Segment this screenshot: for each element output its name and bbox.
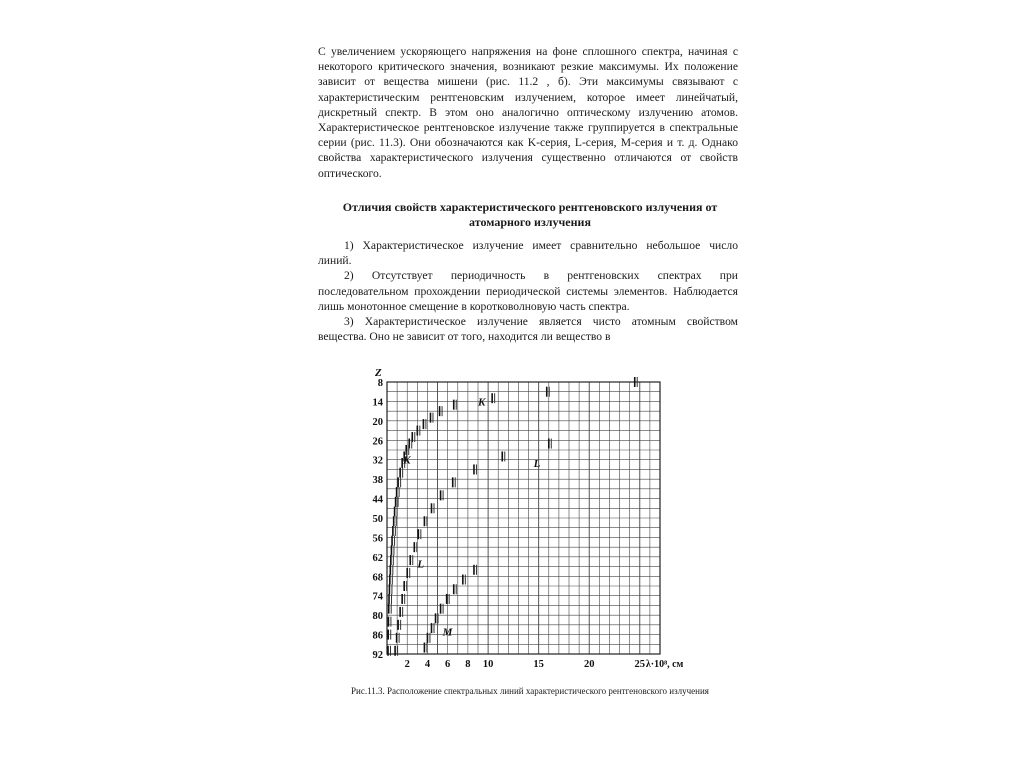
x-tick-label: 15 [533, 659, 544, 670]
section-title-line1: Отличия свойств характеристического рентгеновского излучения от [342, 200, 718, 214]
list-item-1: 1) Характеристическое излучение имеет сравнительно небольшое число линий. [318, 239, 738, 268]
y-tick-label: 56 [372, 533, 383, 545]
series-label: K [478, 396, 486, 409]
x-tick-label: 20 [583, 659, 595, 670]
series-label: M [442, 626, 453, 639]
y-tick-label: 44 [372, 494, 383, 506]
list-item-3: 3) Характеристическое излучение является чисто атомным свойством вещества. Оно не зависит от того, находится ли вещество в [318, 315, 738, 344]
y-tick-label: 86 [372, 630, 383, 642]
intro-paragraph [318, 44, 738, 181]
chart-series [388, 377, 637, 656]
x-axis-label: λ·10⁸, см [645, 659, 684, 670]
x-tick-label: 2 [404, 659, 410, 670]
y-tick-label: 20 [372, 416, 383, 428]
y-tick-label: 68 [372, 572, 383, 584]
y-tick-label: 8 [377, 378, 383, 389]
x-tick-label: 4 [424, 659, 431, 670]
y-tick-label: 92 [372, 650, 383, 661]
y-axis-label: Z [375, 367, 382, 379]
y-tick-label: 14 [372, 397, 383, 409]
figure-caption: Рис.11.3. Расположение спектральных линий характеристического рентгеновского излучения [351, 686, 709, 696]
section-title-line2: атомарного излучения [469, 215, 591, 229]
series-label: L [533, 457, 541, 470]
x-tick-label: 6 [445, 659, 451, 670]
y-tick-label: 26 [372, 436, 383, 448]
y-tick-label: 50 [372, 514, 383, 525]
x-tick-label: 8 [465, 659, 471, 670]
series-label: L [417, 558, 425, 571]
chart-grid [387, 382, 660, 654]
section-heading [310, 200, 750, 230]
x-tick-label: 10 [482, 659, 494, 670]
y-tick-label: 38 [372, 475, 383, 487]
spectral-lines-chart [355, 362, 685, 677]
series-label: K [403, 454, 411, 467]
chart-axes [373, 367, 684, 670]
y-tick-label: 80 [372, 611, 383, 623]
y-tick-label: 62 [372, 552, 383, 564]
differences-list [318, 238, 738, 344]
y-tick-label: 74 [372, 591, 383, 603]
intro-text: С увеличением ускоряющего напряжения на фоне сплошного спектра, начиная с некоторого критического значения, возникают резкие максимумы. Их положение зависит от вещества мишени (рис. 11.2 , б). Эти максимумы связывают с характеристическим рентгеновским излучением, которое имеет линейчатый, дискретный спектр. В этом оно аналогично оптическому излучению атомов. Характеристическое рентгеновское излучение также группируется в спектральные серии (рис. 11.3). Они обозначаются как K-серия, L-серия, M-серия и т. д. Однако свойства характеристического излучения существенно отличаются от свойств оптического. [318, 45, 738, 180]
y-tick-label: 32 [372, 455, 383, 467]
x-tick-label: 25 [634, 659, 646, 670]
list-item-2: 2) Отсутствует периодичность в рентгеновских спектрах при последовательном прохождении периодической системы элементов. Наблюдается лишь монотонное смещение в коротковолновую часть спектра. [318, 269, 738, 313]
